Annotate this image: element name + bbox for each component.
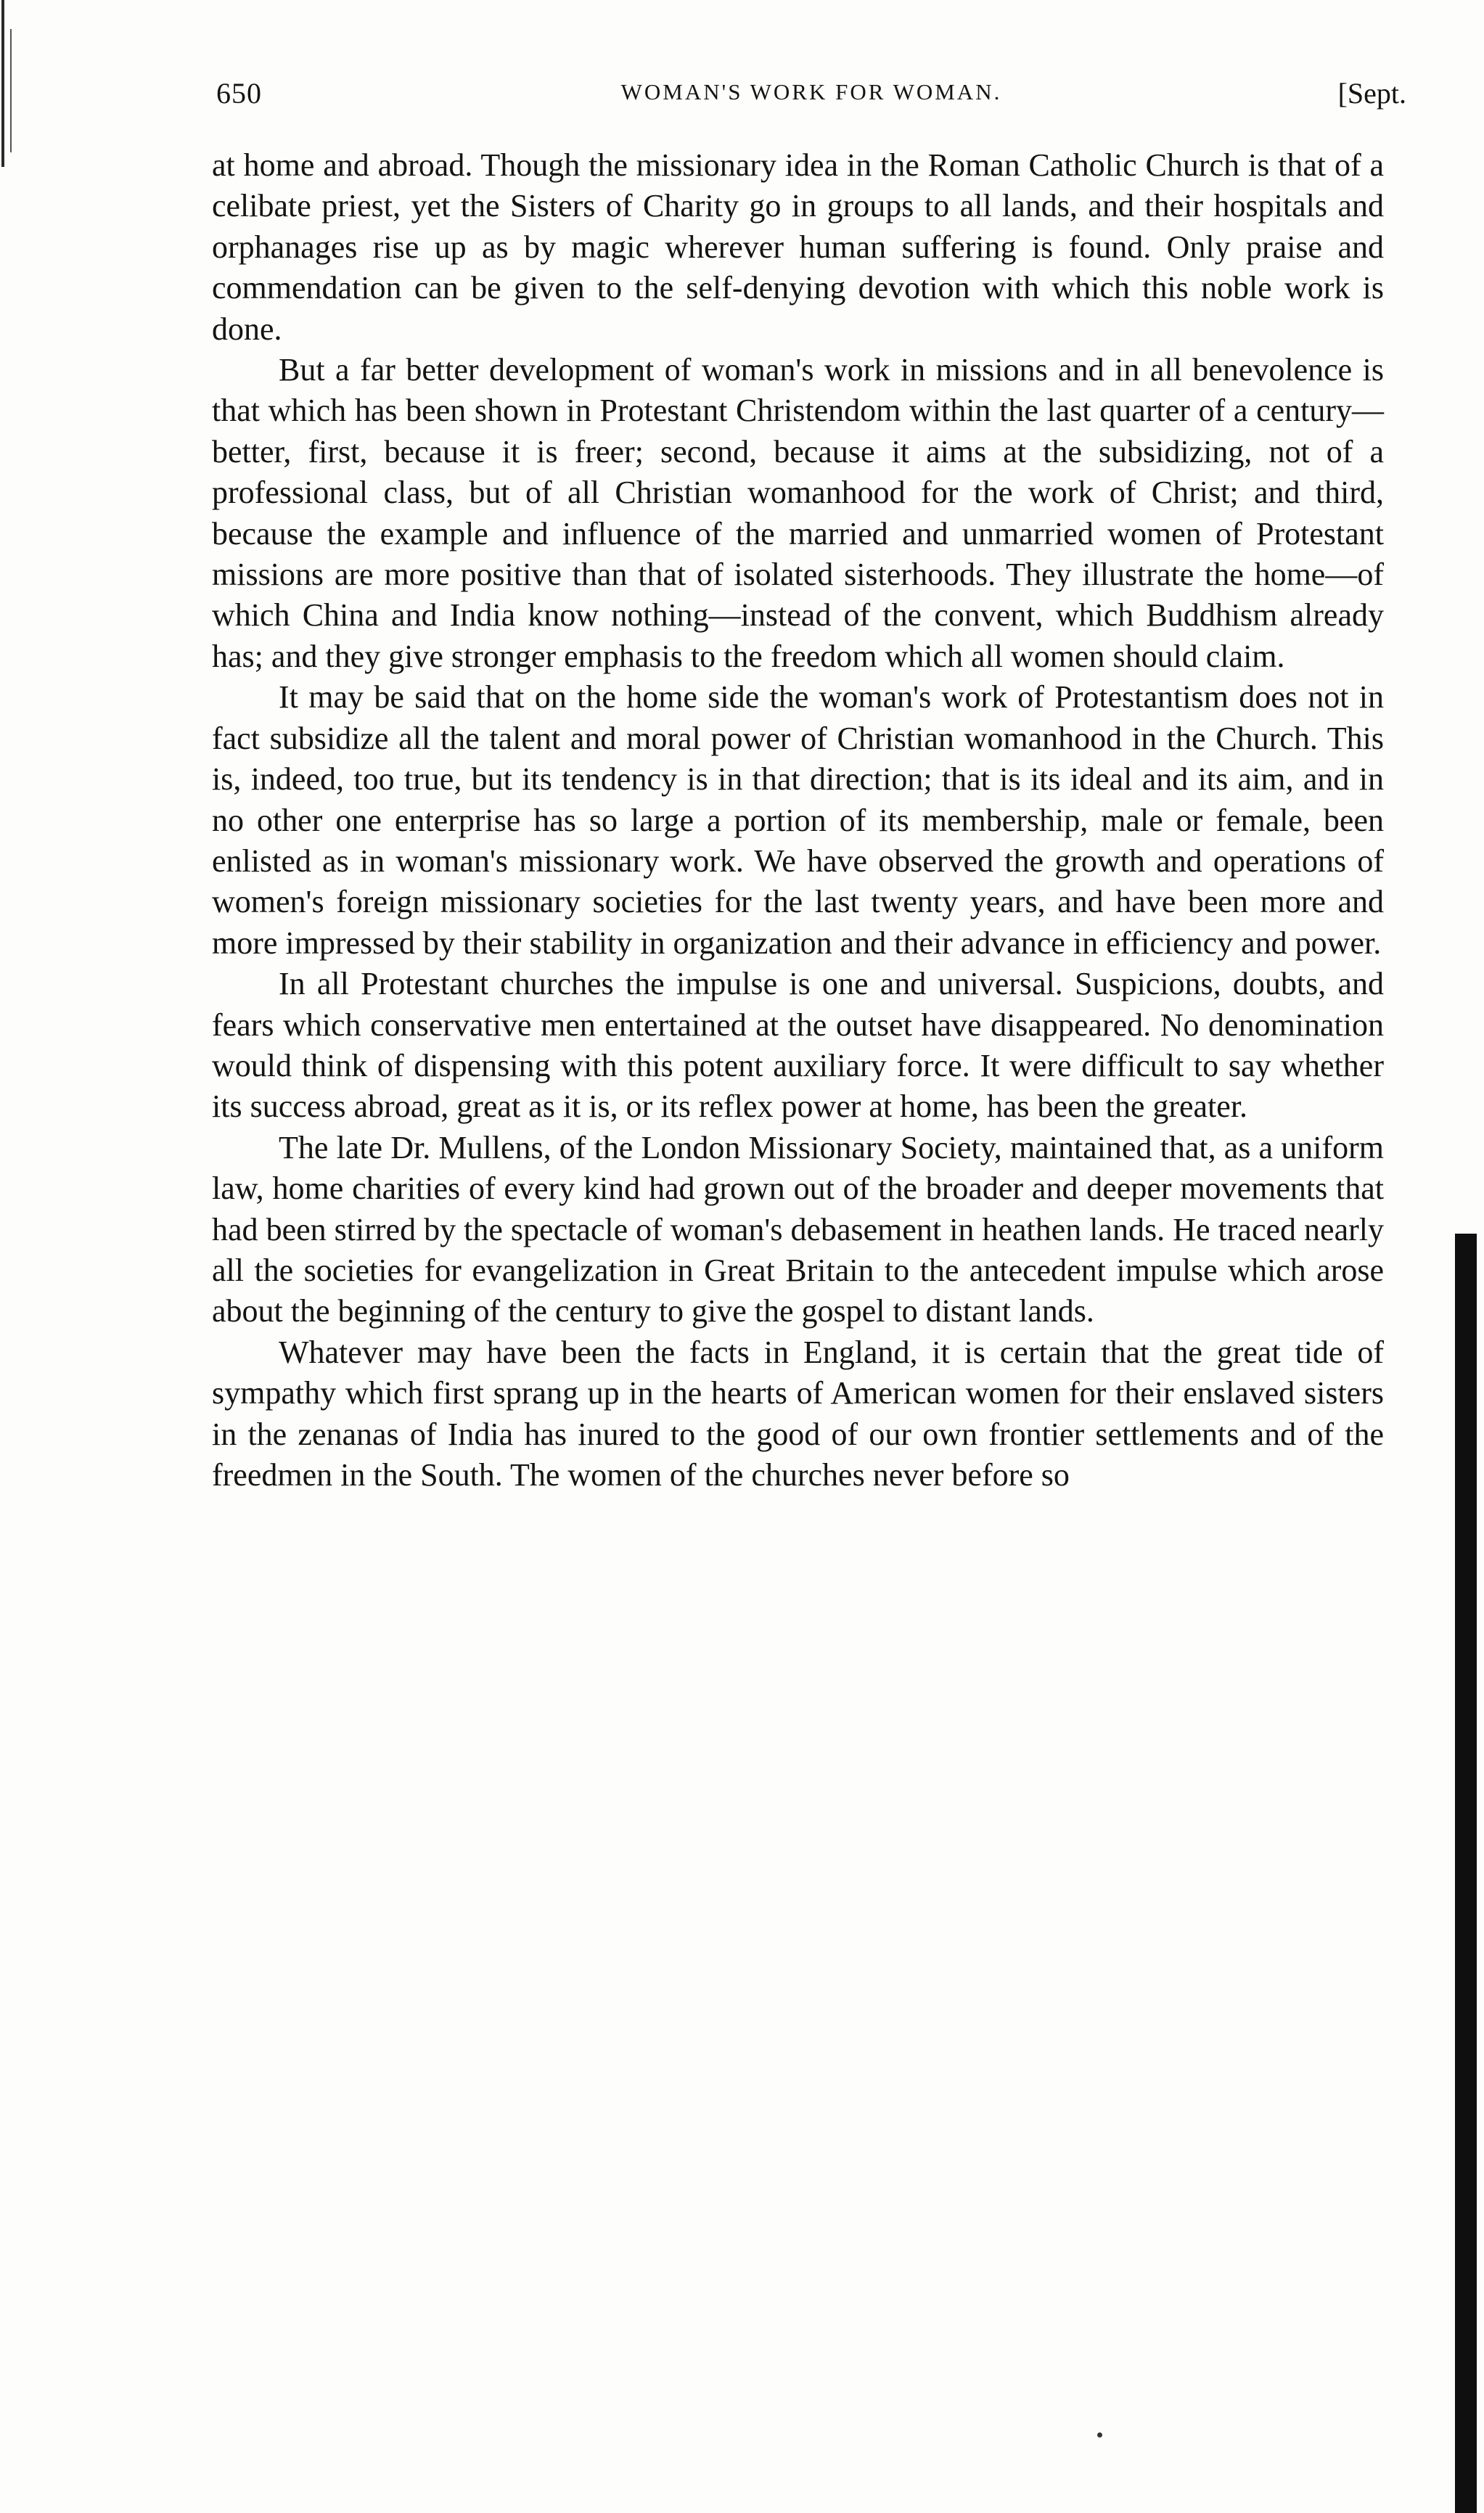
scan-margin-shadow — [1455, 1234, 1477, 2513]
running-month: [Sept. — [1337, 77, 1406, 110]
ink-speck — [1097, 2432, 1102, 2438]
paragraph: In all Protestant churches the impulse is one and universal. Suspicions, doubts, and fears which conservative men entertained at the outset have disappeared. No denomination would think of dispensing with this potent auxiliary force. It were difficult to say whether its success abroad, great as it is, or its reflex power at home, has been the greater. — [212, 966, 1384, 1125]
body-text — [212, 145, 1384, 1496]
running-head — [216, 76, 1406, 120]
running-title: WOMAN'S WORK FOR WOMAN. — [620, 79, 1002, 104]
paragraph: The late Dr. Mullens, of the London Missionary Society, maintained that, as a uniform law, home charities of every kind had grown out of the broader and deeper movements that had been stirred by the spectacle of woman's debasement in heathen lands. He traced nearly all the societies for evangelization in Great Britain to the antecedent impulse which arose about the beginning of the century to give the gospel to distant lands. — [212, 1129, 1384, 1329]
paragraph: It may be said that on the home side the woman's work of Protestantism does not in fact subsidize all the talent and moral power of Christian womanhood in the Church. This is, indeed, too true, but its tendency is in that direction; that is its ideal and its aim, and in no other one enterprise has so large a portion of its membership, male or female, been enlisted as in woman's missionary work. We have observed the growth and operations of women's foreign missionary societies for the last twenty years, and have been more and more impressed by their stability in organization and their advance in efficiency and power. — [212, 679, 1384, 961]
page-number: 650 — [216, 77, 262, 110]
paragraph: But a far better development of woman's work in missions and in all benevolence is that which has been shown in Protestant Christendom within the last quarter of a century—better, first, because it is freer; second, because it aims at the subsidizing, not of a professional class, but of all Christian womanhood for the work of Christ; and third, because the example and influence of the married and unmarried women of Protestant missions are more positive than that of isolated sisterhoods. They illustrate the home—of which China and India know nothing—instead of the convent, which Buddhism already has; and they give stronger emphasis to the freedom which all women should claim. — [212, 352, 1384, 674]
paragraph: at home and abroad. Though the missionary idea in the Roman Catholic Church is that of a celibate priest, yet the Sisters of Charity go in groups to all lands, and their hospitals and orphanages rise up as by magic wherever human suffering is found. Only praise and commendation can be given to the self-denying devotion with which this noble work is done. — [212, 147, 1384, 347]
scan-edge-mark — [10, 29, 12, 152]
scan-edge-mark — [1, 0, 4, 167]
paragraph: Whatever may have been the facts in England, it is certain that the great tide of sympathy which first sprang up in the hearts of American women for their enslaved sisters in the zenanas of India has inured to the good of our own frontier settlements and of the freedmen in the South. The women of the churches never before so — [212, 1334, 1384, 1493]
